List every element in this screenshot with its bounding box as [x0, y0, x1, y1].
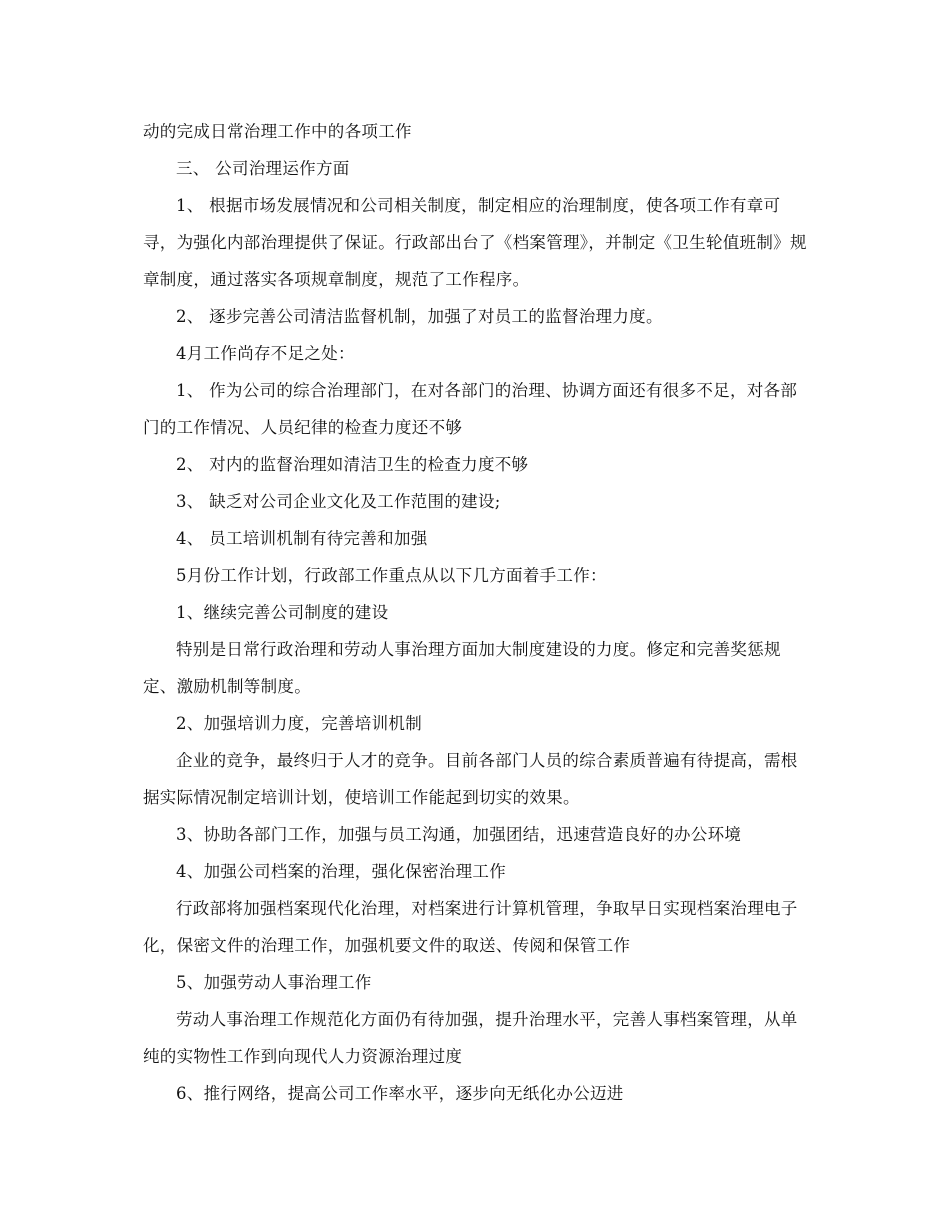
- paragraph: 2、 对内的监督治理如清洁卫生的检查力度不够: [176, 455, 529, 474]
- section-heading: 三、 公司治理运作方面: [176, 159, 350, 178]
- section-heading: 4月工作尚存不足之处：: [176, 344, 355, 363]
- paragraph: 劳动人事治理工作规范化方面仍有待加强，提升治理水平，完善人事档案管理，从单纯的实物性工作到向现代人力资源治理过度: [143, 1010, 798, 1066]
- paragraph: 企业的竞争，最终归于人才的竞争。目前各部门人员的综合素质普遍有待提高，需根据实际情况制定培训计划，使培训工作能起到切实的效果。: [143, 751, 798, 807]
- paragraph: 动的完成日常治理工作中的各项工作: [143, 122, 412, 141]
- list-item-heading: 1、继续完善公司制度的建设: [176, 603, 389, 622]
- paragraph: 1、 作为公司的综合治理部门，在对各部门的治理、协调方面还有很多不足，对各部门的工作情况、人员纪律的检查力度还不够: [143, 381, 798, 437]
- paragraph: 2、 逐步完善公司清洁监督机制，加强了对员工的监督治理力度。: [176, 307, 663, 326]
- list-item-heading: 4、加强公司档案的治理，强化保密治理工作: [176, 862, 506, 881]
- paragraph: 特别是日常行政治理和劳动人事治理方面加大制度建设的力度。修定和完善奖惩规定、激励机制等制度。: [143, 640, 781, 696]
- list-item-heading: 3、协助各部门工作，加强与员工沟通，加强团结，迅速营造良好的办公环境: [176, 825, 742, 844]
- list-item-heading: 5、加强劳动人事治理工作: [176, 973, 372, 992]
- paragraph: 行政部将加强档案现代化治理，对档案进行计算机管理，争取早日实现档案治理电子化，保密文件的治理工作，加强机要文件的取送、传阅和保管工作: [143, 899, 798, 955]
- list-item-heading: 6、推行网络，提高公司工作率水平，逐步向无纸化办公迈进: [176, 1084, 624, 1103]
- paragraph: 3、 缺乏对公司企业文化及工作范围的建设;: [176, 492, 501, 511]
- list-item-heading: 2、加强培训力度，完善培训机制: [176, 714, 422, 733]
- document-body: [143, 113, 813, 1112]
- section-heading: 5月份工作计划，行政部工作重点从以下几方面着手工作：: [176, 566, 607, 585]
- paragraph: 4、 员工培训机制有待完善和加强: [176, 529, 428, 548]
- paragraph: 1、 根据市场发展情况和公司相关制度，制定相应的治理制度，使各项工作有章可寻，为强化内部治理提供了保证。行政部出台了《档案管理》，并制定《卫生轮值班制》规章制度，通过落实各项规章制度，规范了工作程序。: [143, 196, 807, 289]
